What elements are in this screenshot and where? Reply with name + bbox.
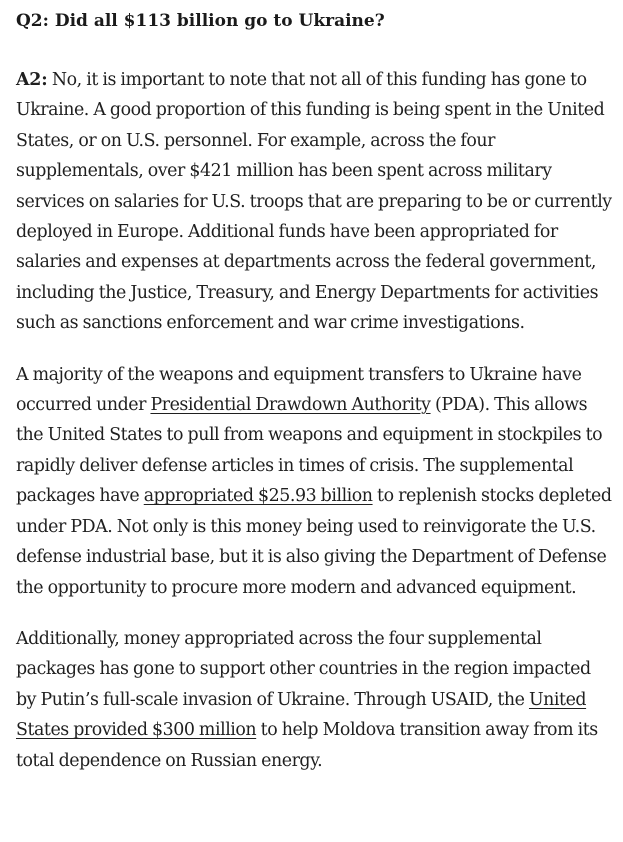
answer-paragraph-2-text-a: A majority of the weapons and equipment transfers to Ukraine have occurred under bbox=[16, 364, 582, 416]
moldova-funding-link[interactable]: United States provided $300 million bbox=[16, 689, 587, 741]
answer-paragraph-1-text: No, it is important to note that not all of this funding has gone to Ukraine. A good proportion of this funding is being spent in the United States, or on U.S. personnel. For example, across the four supplementals, over $421 million has been spent across military services on salaries for U.S. troops that are preparing to be or currently deployed in Europe. Additional funds have been appropriated for salaries and expenses at departments across the federal government, including the Justice, Treasury, and Energy Departments for activities such as sanctions enforcement and war crime investigations. bbox=[16, 70, 612, 334]
answer-paragraph-3-text-b: to help Moldova transition away from its total dependence on Russian energy. bbox=[16, 720, 598, 771]
answer-paragraph-3-text-a: Additionally, money appropriated across the four supplemental packages has gone to support other countries in the region impacted by Putin’s full-scale invasion of Ukraine. Through USAID, the bbox=[16, 628, 591, 710]
question-heading: Q2: Did all $113 billion go to Ukraine? bbox=[16, 11, 385, 31]
answer-label: A2: bbox=[16, 70, 48, 90]
answer-paragraph-2 bbox=[16, 360, 615, 603]
answer-paragraph-2-text-c: to replenish stocks depleted under PDA. Not only is this money being used to reinvigorate the U.S. defense industrial base, but it is also giving the Department of Defense the opportunity to procure more modern and advanced equipment. bbox=[16, 486, 612, 598]
answer-paragraph-1 bbox=[16, 65, 615, 339]
answer-paragraph-3 bbox=[16, 624, 615, 776]
appropriated-funds-link[interactable]: appropriated $25.93 billion bbox=[143, 486, 373, 507]
answer-paragraph-2-text-b: (PDA). This allows the United States to pull from weapons and equipment in stockpiles to rapidly deliver defense articles in times of crisis. The supplemental packages have bbox=[16, 395, 603, 507]
presidential-drawdown-authority-link[interactable]: Presidential Drawdown Authority bbox=[150, 395, 431, 416]
